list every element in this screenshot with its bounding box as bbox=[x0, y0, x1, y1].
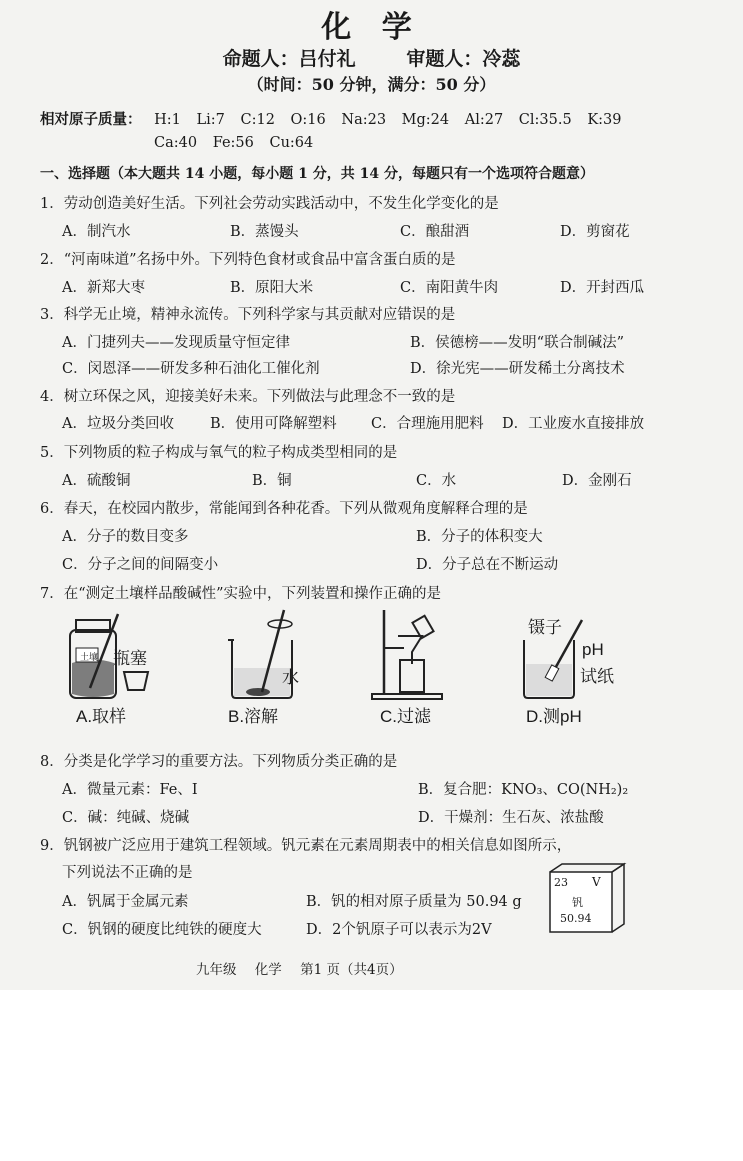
filtration-figure bbox=[370, 608, 450, 700]
question-stem: 7．在“测定土壤样品酸碱性”实验中，下列装置和操作正确的是 bbox=[40, 586, 442, 602]
atomic-mass: Ca:40 bbox=[154, 135, 198, 151]
option: A．硫酸铜 bbox=[62, 473, 131, 489]
footer-subject: 化学 bbox=[254, 962, 282, 978]
option: B．原阳大米 bbox=[230, 280, 314, 296]
author: 命题人：吕付礼 bbox=[222, 48, 356, 70]
atomic-mass: O:16 bbox=[290, 112, 326, 128]
atomic-mass: Na:23 bbox=[341, 112, 387, 128]
atomic-mass: Mg:24 bbox=[401, 112, 450, 128]
atomic-mass: Fe:56 bbox=[212, 135, 254, 151]
option: A．钒属于金属元素 bbox=[62, 894, 189, 910]
atomic-mass: Li:7 bbox=[196, 112, 225, 128]
option: D．分子总在不断运动 bbox=[416, 557, 559, 573]
atomic-mass: K:39 bbox=[587, 112, 622, 128]
ph-label: pH bbox=[582, 640, 604, 659]
atomic-masses-label: 相对原子质量： bbox=[40, 111, 142, 128]
atomic-mass: Cl:35.5 bbox=[518, 112, 572, 128]
water-label: 水 bbox=[282, 668, 299, 687]
question-stem: 5．下列物质的粒子构成与氧气的粒子构成类型相同的是 bbox=[40, 445, 398, 461]
option: C．闵恩泽——研发多种石油化工催化剂 bbox=[62, 361, 320, 377]
atomic-mass: Al:27 bbox=[464, 112, 504, 128]
question-stem: 9．钒钢被广泛应用于建筑工程领域。钒元素在元素周期表中的相关信息如图所示， bbox=[40, 838, 572, 854]
page-footer bbox=[196, 958, 466, 978]
option: D.测pH bbox=[526, 707, 582, 726]
element-symbol: V bbox=[592, 875, 601, 889]
option: A．微量元素：Fe、I bbox=[62, 782, 198, 798]
option: B．蒸馒头 bbox=[230, 224, 299, 240]
option: C．水 bbox=[416, 473, 457, 489]
atomic-mass: C:12 bbox=[240, 112, 275, 128]
option: B．使用可降解塑料 bbox=[210, 416, 337, 432]
question-stem: 4．树立环保之风，迎接美好未来。下列做法与此理念不一致的是 bbox=[40, 389, 456, 405]
atomic-mass: Cu:64 bbox=[269, 135, 314, 151]
option: D．2个钒原子可以表示为2V bbox=[306, 922, 492, 938]
element-number: 23 bbox=[554, 876, 568, 889]
page-title: 化 学 bbox=[321, 10, 422, 45]
atomic-mass: H:1 bbox=[154, 112, 181, 128]
atomic-masses-line2 bbox=[154, 135, 324, 151]
tweezers-label: 镊子 bbox=[528, 618, 562, 637]
option: C．钒钢的硬度比纯铁的硬度大 bbox=[62, 922, 262, 938]
option: D．徐光宪——研发稀土分离技术 bbox=[410, 361, 625, 377]
question-stem: 8．分类是化学学习的重要方法。下列物质分类正确的是 bbox=[40, 754, 398, 770]
option: B．分子的体积变大 bbox=[416, 529, 543, 545]
option: B.溶解 bbox=[228, 707, 279, 726]
option: D．金刚石 bbox=[562, 473, 632, 489]
option: D．开封西瓜 bbox=[560, 280, 645, 296]
question-stem: 6．春天，在校园内散步，常能闻到各种花香。下列从微观角度解释合理的是 bbox=[40, 501, 528, 517]
option: A．制汽水 bbox=[62, 224, 131, 240]
option: C．南阳黄牛肉 bbox=[400, 280, 499, 296]
section-heading: 一、选择题（本大题共 14 小题，每小题 1 分，共 14 分，每题只有一个选项符合题意） bbox=[40, 166, 594, 182]
footer-grade: 九年级 bbox=[196, 962, 237, 978]
question-stem: 3．科学无止境，精神永流传。下列科学家与其贡献对应错误的是 bbox=[40, 307, 456, 323]
question-stem: 1．劳动创造美好生活。下列社会劳动实践活动中，不发生化学变化的是 bbox=[40, 196, 499, 212]
atomic-masses bbox=[40, 108, 632, 129]
reviewer: 审题人：冷蕊 bbox=[406, 48, 521, 70]
option: C．酿甜酒 bbox=[400, 224, 470, 240]
option: A．垃圾分类回收 bbox=[62, 416, 174, 432]
element-card-vanadium bbox=[548, 862, 630, 934]
option: A.取样 bbox=[76, 707, 127, 726]
option: B．侯德榜——发明“联合制碱法” bbox=[410, 335, 624, 351]
option: C．分子之间的间隔变小 bbox=[62, 557, 219, 573]
option: B．钒的相对原子质量为 50.94 g bbox=[306, 894, 522, 910]
soil-label: 土壤 bbox=[80, 653, 99, 663]
element-mass: 50.94 bbox=[560, 912, 592, 925]
bottle-cap-label: 瓶塞 bbox=[113, 649, 147, 668]
ph-paper-label: 试纸 bbox=[580, 667, 614, 686]
option: A．门捷列夫——发现质量守恒定律 bbox=[62, 335, 290, 351]
option: B．铜 bbox=[252, 473, 292, 489]
option: A．分子的数目变多 bbox=[62, 529, 189, 545]
time-info: （时间：50 分钟，满分：50 分） bbox=[247, 75, 496, 94]
element-name: 钒 bbox=[572, 896, 583, 909]
option: D．工业废水直接排放 bbox=[502, 416, 645, 432]
author-line bbox=[0, 44, 743, 71]
option: A．新郑大枣 bbox=[62, 280, 145, 296]
option: D．干燥剂：生石灰、浓盐酸 bbox=[418, 810, 604, 826]
footer-page: 第1 页（共4页） bbox=[300, 962, 403, 978]
option: C．碱：纯碱、烧碱 bbox=[62, 810, 190, 826]
question-stem: 2．“河南味道”名扬中外。下列特色食材或食品中富含蛋白质的是 bbox=[40, 252, 456, 268]
option: D．剪窗花 bbox=[560, 224, 630, 240]
option: C．合理施用肥料 bbox=[371, 416, 484, 432]
question-stem-cont: 下列说法不正确的是 bbox=[62, 865, 193, 881]
option: C.过滤 bbox=[380, 707, 431, 726]
option: B．复合肥：KNO₃、CO(NH₂)₂ bbox=[418, 782, 629, 798]
